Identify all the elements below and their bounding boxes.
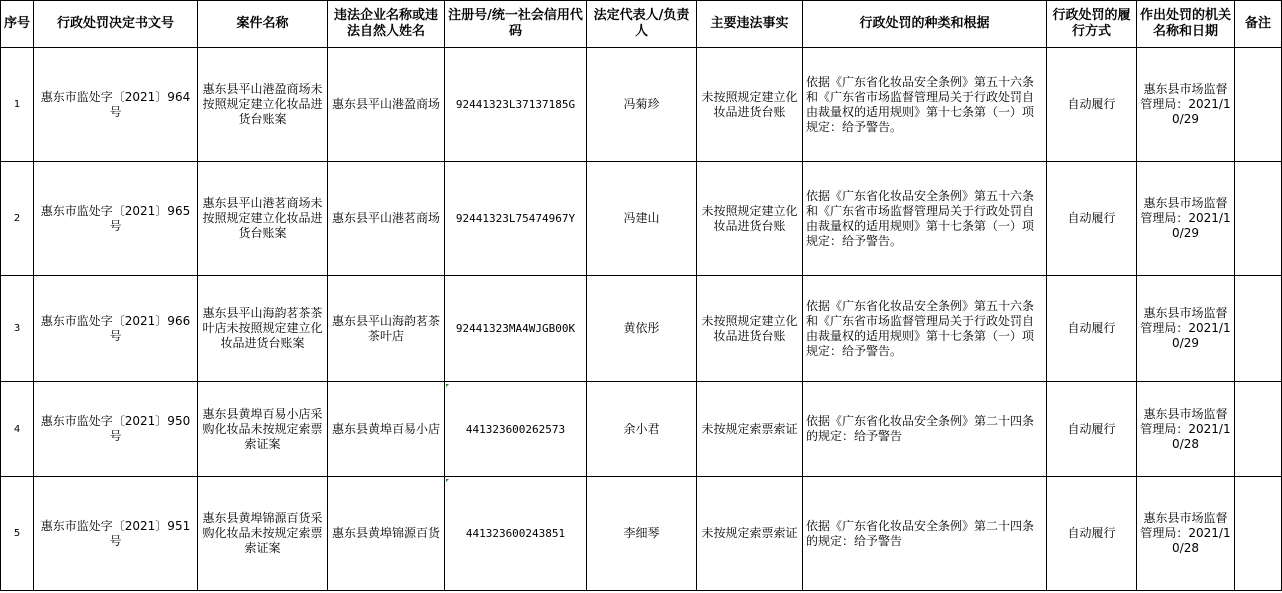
header-basis: 行政处罚的种类和根据	[803, 1, 1047, 48]
cell-seq: 2	[1, 162, 34, 276]
cell-seq: 4	[1, 382, 34, 477]
cell-legal-rep: 冯菊珍	[587, 48, 697, 162]
cell-decision-no: 惠东市监处字〔2021〕964号	[34, 48, 198, 162]
cell-reg-code: 441323600243851	[445, 477, 587, 591]
cell-seq: 5	[1, 477, 34, 591]
cell-remark	[1235, 382, 1282, 477]
cell-facts: 未按规定索票索证	[697, 477, 803, 591]
cell-comment-marker	[446, 479, 449, 482]
cell-comment-marker	[446, 384, 449, 387]
cell-authority-date: 惠东县市场监督管理局：2021/10/28	[1137, 477, 1235, 591]
cell-basis: 依据《广东省化妆品安全条例》第二十四条的规定：给予警告	[803, 477, 1047, 591]
table-row	[1, 477, 1282, 591]
cell-decision-no: 惠东市监处字〔2021〕965号	[34, 162, 198, 276]
cell-party-name: 惠东县平山港盈商场	[328, 48, 445, 162]
cell-facts: 未按照规定建立化妆品进货台账	[697, 276, 803, 382]
cell-performance: 自动履行	[1047, 477, 1137, 591]
cell-case-name: 惠东县平山海韵茗茶茶叶店未按照规定建立化妆品进货台账案	[198, 276, 328, 382]
table-row	[1, 276, 1282, 382]
header-performance: 行政处罚的履行方式	[1047, 1, 1137, 48]
cell-decision-no: 惠东市监处字〔2021〕966号	[34, 276, 198, 382]
header-authority-date: 作出处罚的机关名称和日期	[1137, 1, 1235, 48]
cell-basis: 依据《广东省化妆品安全条例》第五十六条和《广东省市场监督管理局关于行政处罚自由裁量权的适用规则》第十七条第（一）项规定：给予警告。	[803, 48, 1047, 162]
table-row	[1, 48, 1282, 162]
header-party-name: 违法企业名称或违法自然人姓名	[328, 1, 445, 48]
cell-basis: 依据《广东省化妆品安全条例》第五十六条和《广东省市场监督管理局关于行政处罚自由裁量权的适用规则》第十七条第（一）项规定：给予警告。	[803, 162, 1047, 276]
cell-reg-code: 92441323MA4WJGB00K	[445, 276, 587, 382]
cell-remark	[1235, 477, 1282, 591]
header-facts: 主要违法事实	[697, 1, 803, 48]
cell-party-name: 惠东县黄埠百易小店	[328, 382, 445, 477]
cell-performance: 自动履行	[1047, 48, 1137, 162]
cell-basis: 依据《广东省化妆品安全条例》第二十四条的规定：给予警告	[803, 382, 1047, 477]
cell-authority-date: 惠东县市场监督管理局：2021/10/29	[1137, 48, 1235, 162]
table-row	[1, 162, 1282, 276]
cell-authority-date: 惠东县市场监督管理局：2021/10/29	[1137, 276, 1235, 382]
cell-performance: 自动履行	[1047, 276, 1137, 382]
cell-remark	[1235, 276, 1282, 382]
cell-legal-rep: 黄依彤	[587, 276, 697, 382]
cell-reg-code: 92441323L37137185G	[445, 48, 587, 162]
cell-legal-rep: 李细琴	[587, 477, 697, 591]
cell-authority-date: 惠东县市场监督管理局：2021/10/29	[1137, 162, 1235, 276]
cell-performance: 自动履行	[1047, 162, 1137, 276]
cell-seq: 3	[1, 276, 34, 382]
cell-case-name: 惠东县黄埠锦源百货采购化妆品未按规定索票索证案	[198, 477, 328, 591]
cell-basis: 依据《广东省化妆品安全条例》第五十六条和《广东省市场监督管理局关于行政处罚自由裁量权的适用规则》第十七条第（一）项规定：给予警告。	[803, 276, 1047, 382]
header-legal-rep: 法定代表人/负责人	[587, 1, 697, 48]
cell-party-name: 惠东县黄埠锦源百货	[328, 477, 445, 591]
header-row	[1, 1, 1282, 48]
cell-reg-code: 441323600262573	[445, 382, 587, 477]
header-case-name: 案件名称	[198, 1, 328, 48]
cell-case-name: 惠东县平山港茗商场未按照规定建立化妆品进货台账案	[198, 162, 328, 276]
cell-party-name: 惠东县平山海韵茗茶茶叶店	[328, 276, 445, 382]
cell-case-name: 惠东县平山港盈商场未按照规定建立化妆品进货台账案	[198, 48, 328, 162]
cell-facts: 未按规定索票索证	[697, 382, 803, 477]
cell-case-name: 惠东县黄埠百易小店采购化妆品未按规定索票索证案	[198, 382, 328, 477]
header-decision-no: 行政处罚决定书文号	[34, 1, 198, 48]
cell-legal-rep: 余小君	[587, 382, 697, 477]
header-reg-code: 注册号/统一社会信用代码	[445, 1, 587, 48]
cell-facts: 未按照规定建立化妆品进货台账	[697, 162, 803, 276]
header-remark: 备注	[1235, 1, 1282, 48]
cell-authority-date: 惠东县市场监督管理局：2021/10/28	[1137, 382, 1235, 477]
cell-seq: 1	[1, 48, 34, 162]
cell-facts: 未按照规定建立化妆品进货台账	[697, 48, 803, 162]
cell-reg-code: 92441323L75474967Y	[445, 162, 587, 276]
cell-remark	[1235, 162, 1282, 276]
cell-decision-no: 惠东市监处字〔2021〕951号	[34, 477, 198, 591]
cell-remark	[1235, 48, 1282, 162]
cell-party-name: 惠东县平山港茗商场	[328, 162, 445, 276]
table-row	[1, 382, 1282, 477]
header-seq: 序号	[1, 1, 34, 48]
cell-decision-no: 惠东市监处字〔2021〕950号	[34, 382, 198, 477]
cell-legal-rep: 冯建山	[587, 162, 697, 276]
cell-performance: 自动履行	[1047, 382, 1137, 477]
